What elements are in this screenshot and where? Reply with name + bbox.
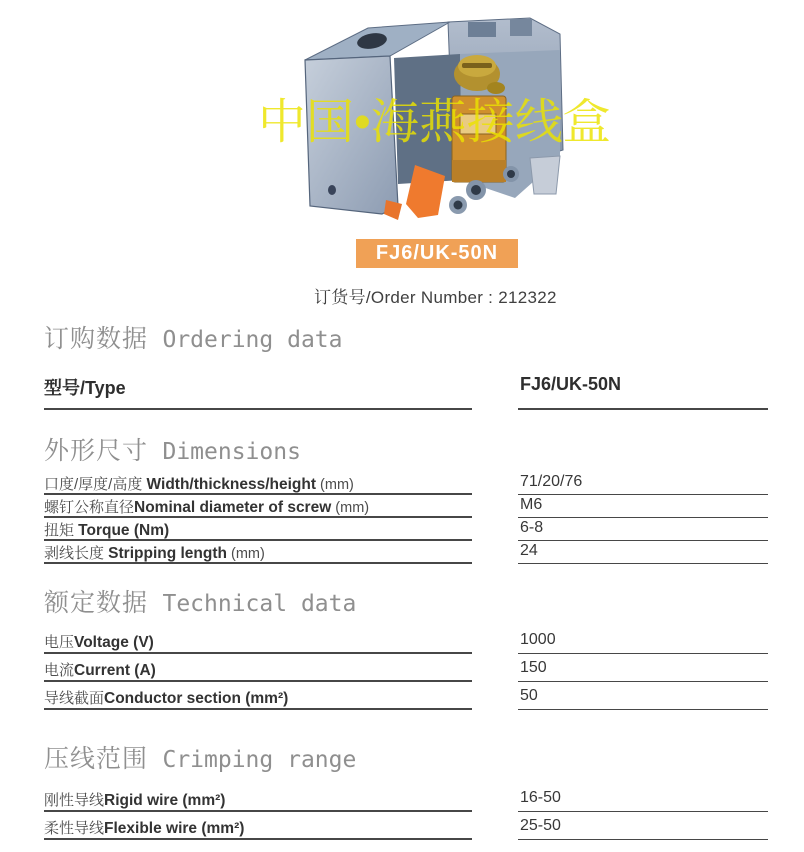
left-wall xyxy=(305,56,398,214)
spec-label: 电流Current (A) xyxy=(44,654,472,682)
type-value: FJ6/UK-50N xyxy=(518,374,768,410)
spec-label: 柔性导线Flexible wire (mm²) xyxy=(44,812,472,840)
housing-notch xyxy=(510,19,532,36)
table-row xyxy=(44,518,768,541)
spec-value: 25-50 xyxy=(518,812,768,840)
screw-access-hole xyxy=(471,185,481,195)
type-row xyxy=(44,374,768,410)
right-foot xyxy=(530,156,560,194)
table-row xyxy=(44,682,768,710)
model-badge-label: FJ6/UK-50N xyxy=(375,242,499,264)
section-title-cn: 额定数据 xyxy=(44,589,149,617)
product-figure-area xyxy=(0,0,804,312)
spec-label: 导线截面Conductor section (mm²) xyxy=(44,682,472,710)
left-wall-hole xyxy=(328,185,336,195)
brass-screw-slot xyxy=(462,63,492,68)
order-number: 订货号/Order Number : 212322 xyxy=(314,288,557,307)
technical-table xyxy=(44,626,768,710)
section-title-en: Technical data xyxy=(162,591,357,617)
section-title-en: Dimensions xyxy=(162,439,301,465)
table-row xyxy=(44,472,768,495)
amber-insert-window xyxy=(460,114,496,134)
amber-insert-shade xyxy=(452,160,506,182)
dimensions-table xyxy=(44,472,768,564)
spec-value: 150 xyxy=(518,654,768,682)
spec-label: 剥线长度 Stripping length (mm) xyxy=(44,541,472,564)
spec-label: 电压Voltage (V) xyxy=(44,626,472,654)
table-row xyxy=(44,626,768,654)
model-badge xyxy=(356,239,518,268)
spec-value: 50 xyxy=(518,682,768,710)
section-title-cn: 外形尺寸 xyxy=(44,437,149,465)
spec-label: 刚性导线Rigid wire (mm²) xyxy=(44,784,472,812)
datasheet-content xyxy=(0,324,804,840)
section-header-crimping xyxy=(44,744,768,774)
screw-access-hole xyxy=(454,201,463,210)
spec-value: 1000 xyxy=(518,626,768,654)
spec-label: 扭矩 Torque (Nm) xyxy=(44,518,472,541)
spec-value: 71/20/76 xyxy=(518,472,768,495)
product-photo xyxy=(268,8,568,233)
section-title-en: Crimping range xyxy=(162,747,357,773)
orange-clip-tip xyxy=(384,200,402,220)
type-label: 型号/Type xyxy=(44,374,472,410)
section-header-ordering xyxy=(44,324,768,354)
spec-value: 6-8 xyxy=(518,518,768,541)
table-row xyxy=(44,812,768,840)
section-title-cn: 订购数据 xyxy=(44,325,149,353)
table-row xyxy=(44,541,768,564)
spec-label: 螺钉公称直径Nominal diameter of screw (mm) xyxy=(44,495,472,518)
brass-screw-collar xyxy=(487,82,505,94)
housing-notch xyxy=(468,22,496,37)
section-title-cn: 压线范围 xyxy=(44,745,149,773)
table-row xyxy=(44,784,768,812)
watermark-text: 中国•海燕接线盒 xyxy=(258,96,611,149)
spec-value: 24 xyxy=(518,541,768,564)
spec-label: 口度/厚度/高度 Width/thickness/height (mm) xyxy=(44,472,472,495)
section-header-technical xyxy=(44,588,768,618)
section-title-en: Ordering data xyxy=(162,327,343,353)
screw-access-hole xyxy=(507,170,515,178)
spec-value: 16-50 xyxy=(518,784,768,812)
table-row xyxy=(44,654,768,682)
table-row xyxy=(44,495,768,518)
spec-value: M6 xyxy=(518,495,768,518)
section-header-dimensions xyxy=(44,436,768,466)
crimping-table xyxy=(44,784,768,840)
